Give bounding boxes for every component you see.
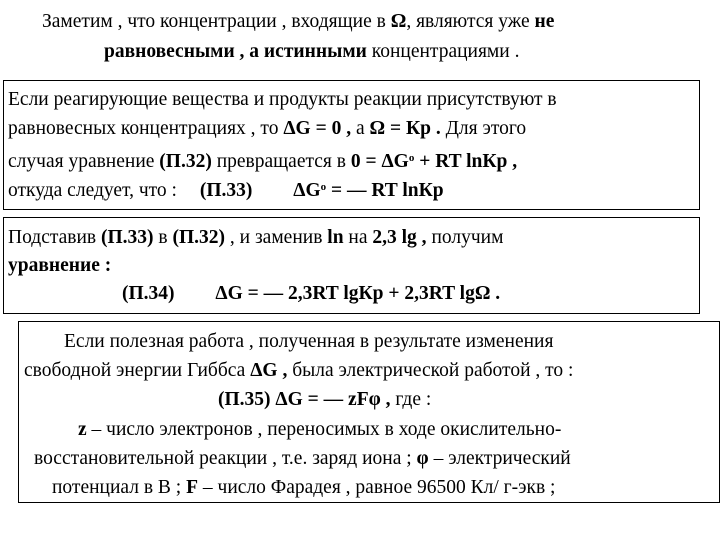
superscript: o (320, 181, 327, 193)
box2-line-2 (8, 254, 111, 278)
box3-text: потенциал в В ; (52, 477, 187, 498)
box2-text: уравнение : (8, 255, 112, 276)
intro-text: Заметим , что концентрации , входящие в (42, 11, 391, 32)
box1-line-1 (8, 88, 557, 112)
intro-bold: не (534, 11, 555, 32)
box3-text: – число электронов , переносимых в ходе окислительно- (86, 419, 562, 440)
box3-line-6 (52, 476, 555, 500)
intro-text: концентрациями . (366, 41, 520, 62)
box2-text: , и заменив (225, 227, 328, 248)
formula: = — RT lnКр (326, 180, 444, 201)
box3-text: Если полезная работа , полученная в результате изменения (64, 331, 554, 352)
box2-text: получим (426, 227, 504, 248)
box3-text: – число Фарадея , равное 96500 Кл/ г-экв ; (198, 477, 556, 498)
formula: (П.35) ΔG = — zFφ , (218, 389, 391, 410)
equation-ref: (П.33) (199, 180, 253, 201)
box3-text: была электрической работой , то : (287, 360, 574, 381)
box1-text: откуда следует, что : (8, 180, 182, 201)
formula: + RT lnКр , (414, 151, 518, 172)
equation-ref: (П.33) (101, 227, 154, 248)
box3-text: – электрический (428, 448, 571, 469)
intro-text: , являются уже (406, 11, 535, 32)
intro-bold: равновесными , а истинными (104, 41, 367, 62)
formula: 2,3 lg , (372, 227, 427, 248)
formula: ΔG = 0 , (283, 118, 352, 139)
equation-ref: (П.32) (172, 227, 226, 248)
equation-ref: (П.34) (122, 283, 175, 304)
box2-text: в (153, 227, 173, 248)
box1-text: Для этого (440, 118, 527, 139)
box3-line-4 (78, 418, 561, 442)
formula: Ω = Кр . (369, 118, 441, 139)
box3-line-1 (64, 330, 553, 354)
box1-text: случая уравнение (8, 151, 160, 172)
equation-ref: (П.32) (159, 151, 212, 172)
formula: ΔG (293, 180, 321, 201)
box2-text: Подставив (8, 227, 101, 248)
box1-text: Если реагирующие вещества и продукты реакции присутствуют в (8, 89, 557, 110)
box3-line-5 (34, 447, 571, 471)
box1-text: превращается в (211, 151, 351, 172)
intro-line-2 (104, 40, 519, 64)
box3-line-3 (218, 388, 431, 412)
box1-line-4 (8, 175, 444, 203)
box3-text: восстановительной реакции , т.е. заряд иона ; (34, 448, 417, 469)
formula: ΔG = — 2,3RT lgКр + 2,3RT lgΩ . (215, 283, 501, 304)
formula: 0 = ΔG (350, 151, 409, 172)
box1-text: а (351, 118, 370, 139)
box2-text: на (343, 227, 373, 248)
omega-symbol: Ω (390, 11, 407, 32)
box1-line-3 (8, 146, 517, 174)
intro-line-1 (42, 10, 554, 34)
superscript: o (408, 152, 415, 164)
box3-line-2 (24, 359, 573, 383)
formula: ln (327, 227, 344, 248)
box1-text: равновесных концентрациях , то (8, 118, 284, 139)
symbol-f: F (186, 477, 199, 498)
box3-text: свободной энергии Гиббса (24, 360, 251, 381)
box3-text: где : (390, 389, 432, 410)
formula: ΔG , (250, 360, 288, 381)
symbol-z: z (78, 419, 87, 440)
box2-line-3 (122, 282, 500, 306)
box2-line-1 (8, 226, 503, 250)
box1-line-2 (8, 117, 526, 141)
symbol-phi: φ (416, 448, 429, 469)
